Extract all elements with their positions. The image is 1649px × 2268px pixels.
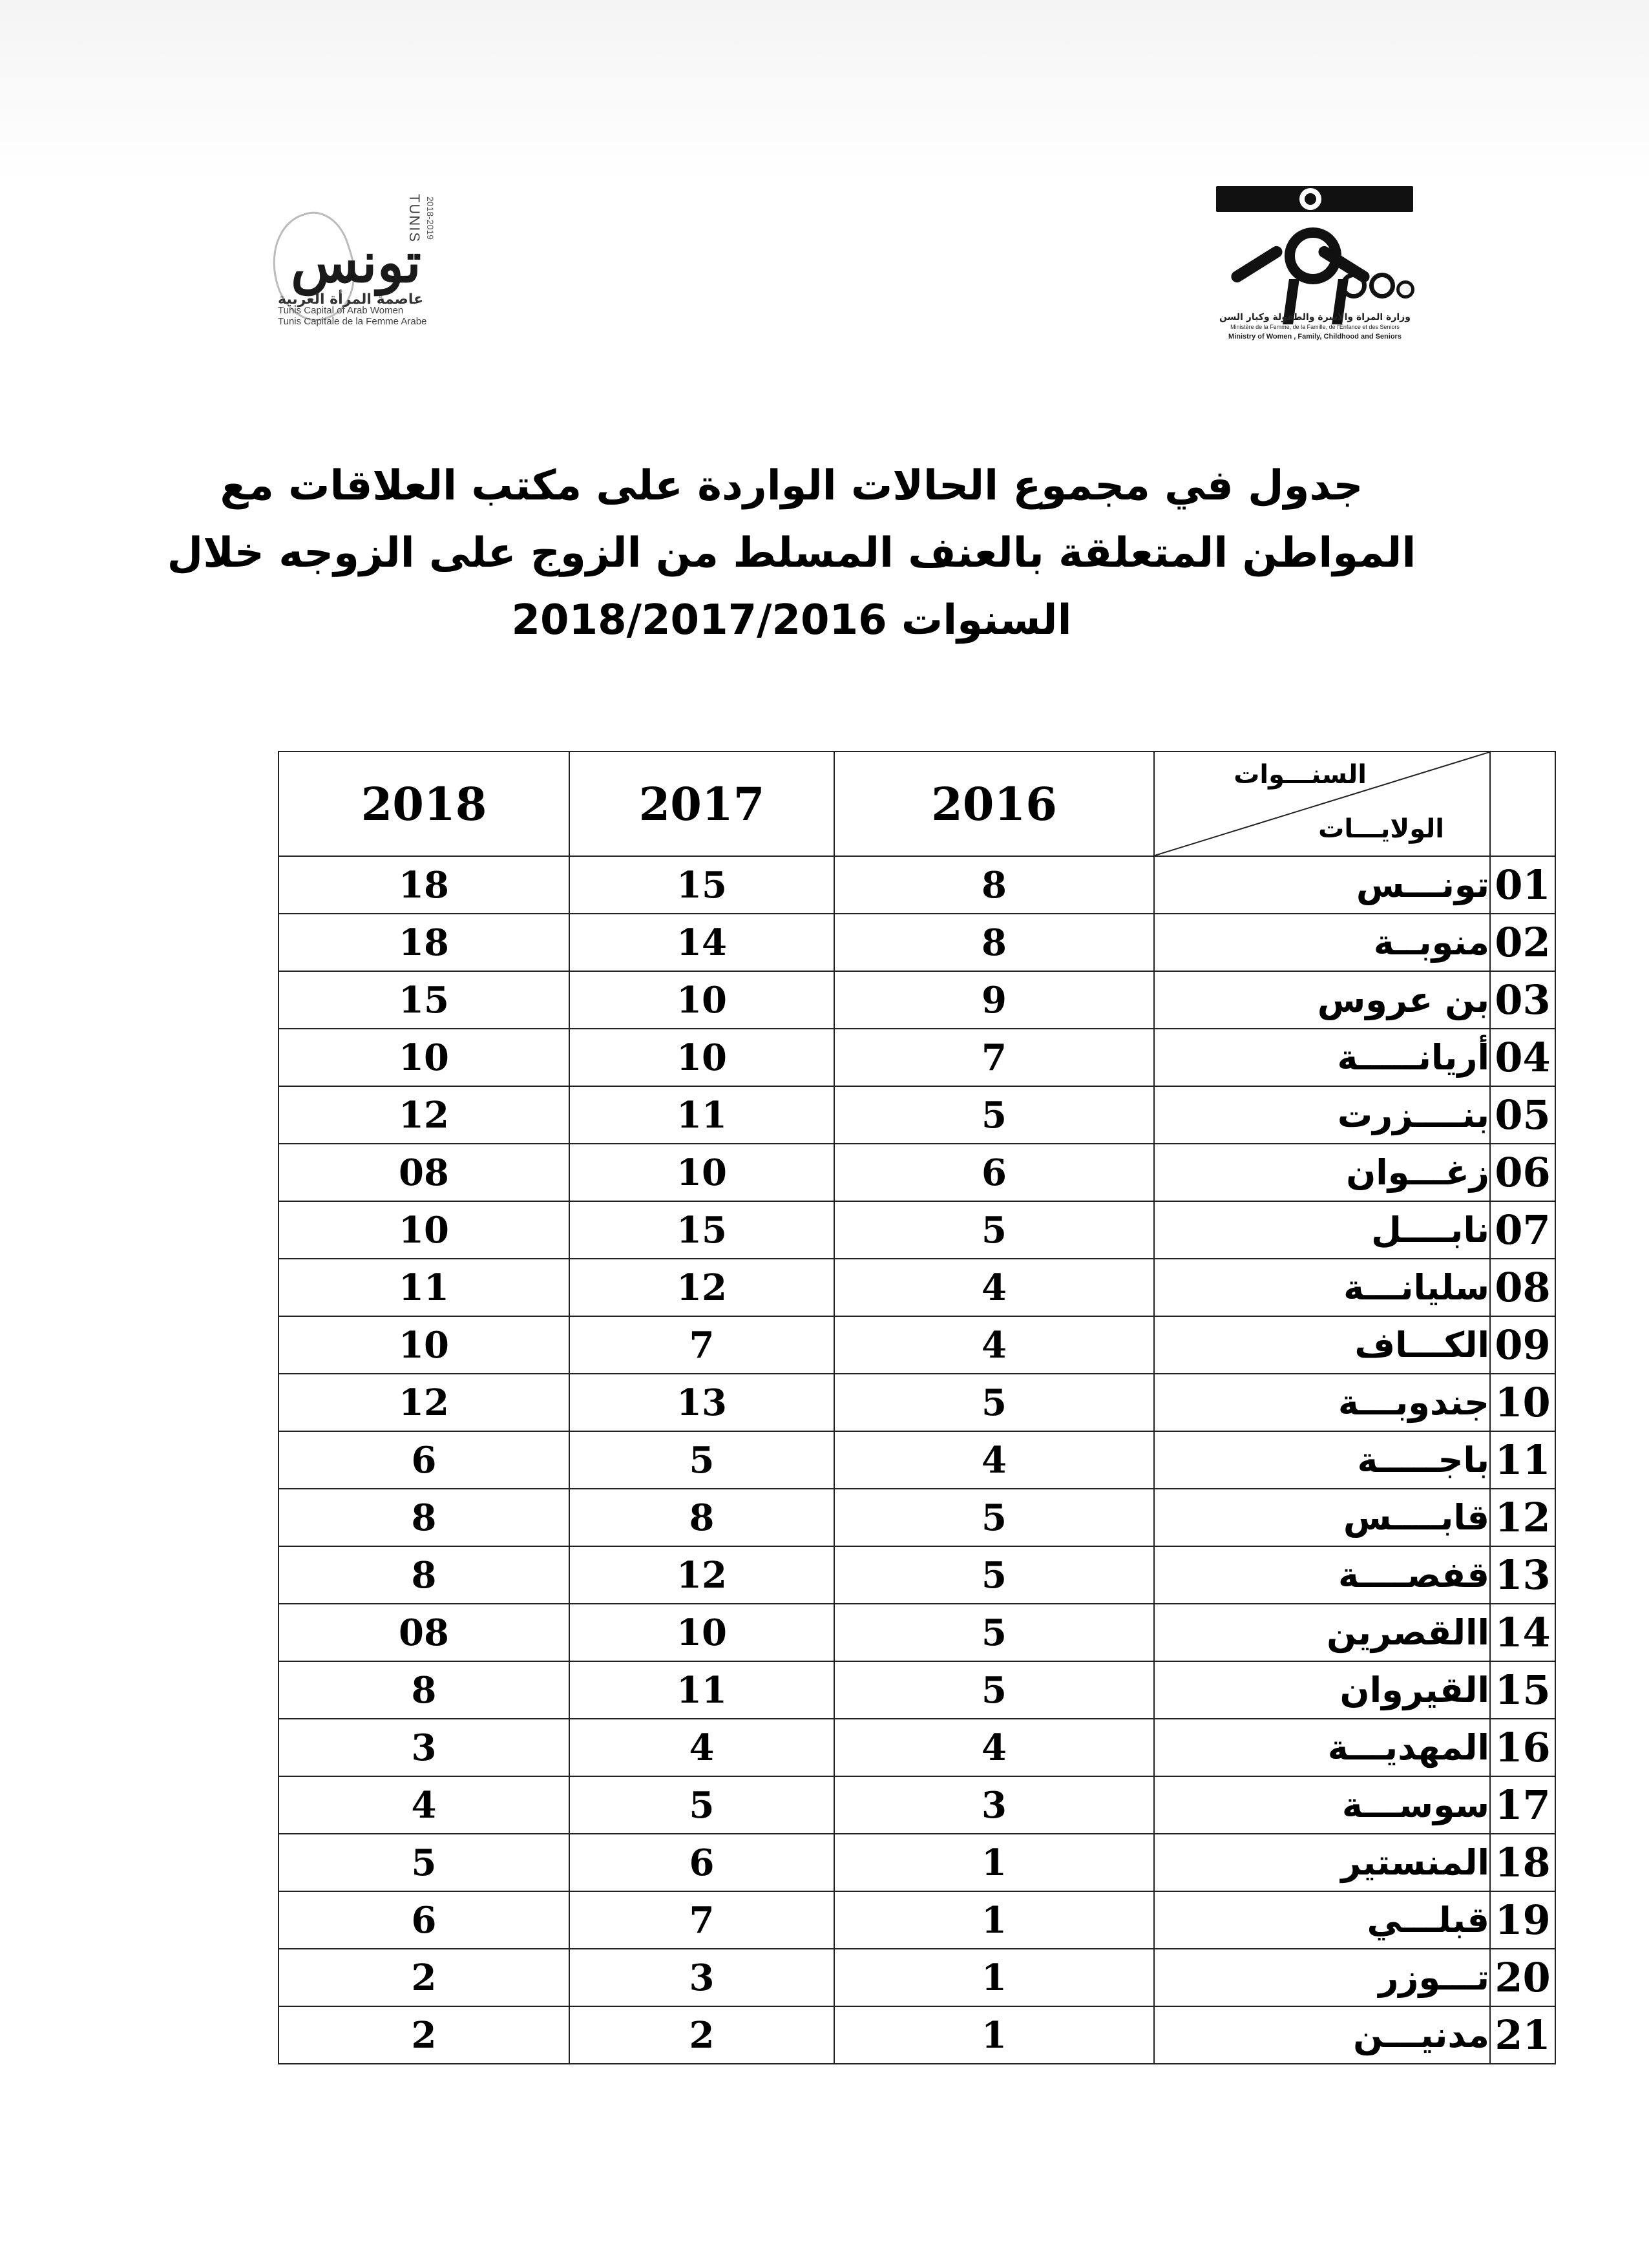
cell-governorate-name: سليانـــة xyxy=(1154,1259,1490,1316)
cell-2016: 4 xyxy=(834,1431,1154,1489)
cell-governorate-name: جندوبـــة xyxy=(1154,1374,1490,1431)
cell-2016: 8 xyxy=(834,856,1154,914)
cell-governorate-name: بن عروس xyxy=(1154,971,1490,1029)
table-row xyxy=(278,2006,1555,2064)
cell-2018: 3 xyxy=(278,1719,569,1776)
header-code-cell xyxy=(1490,751,1555,856)
cell-governorate-name: زغـــوان xyxy=(1154,1144,1490,1201)
cell-governorate-name: القيروان xyxy=(1154,1661,1490,1719)
table-row xyxy=(278,1374,1555,1431)
cell-2017: 5 xyxy=(569,1431,834,1489)
cell-governorate-name: منوبــة xyxy=(1154,914,1490,971)
cell-governorate-code: 10 xyxy=(1490,1374,1555,1431)
cell-2016: 1 xyxy=(834,2006,1154,2064)
cell-2017: 3 xyxy=(569,1949,834,2006)
cell-2016: 5 xyxy=(834,1086,1154,1144)
cell-governorate-code: 02 xyxy=(1490,914,1555,971)
figure-arm-left xyxy=(1229,244,1285,285)
cell-2017: 10 xyxy=(569,1144,834,1201)
tunis-wordmark-latin: TUNIS xyxy=(406,194,423,243)
cell-2016: 5 xyxy=(834,1661,1154,1719)
cell-2017: 6 xyxy=(569,1834,834,1891)
table-header-row xyxy=(278,751,1555,856)
cell-2016: 5 xyxy=(834,1201,1154,1259)
cell-2017: 11 xyxy=(569,1086,834,1144)
cell-governorate-code: 13 xyxy=(1490,1546,1555,1604)
cell-2018: 6 xyxy=(278,1891,569,1949)
cell-governorate-code: 06 xyxy=(1490,1144,1555,1201)
header-year-2017: 2017 xyxy=(569,751,834,856)
cell-governorate-name: المهديـــة xyxy=(1154,1719,1490,1776)
cell-2017: 15 xyxy=(569,856,834,914)
cell-governorate-code: 04 xyxy=(1490,1029,1555,1086)
cell-2016: 7 xyxy=(834,1029,1154,1086)
table-row xyxy=(278,1201,1555,1259)
cell-governorate-name: قابــــس xyxy=(1154,1489,1490,1546)
table-row xyxy=(278,914,1555,971)
cell-governorate-name: نابــــل xyxy=(1154,1201,1490,1259)
cell-2018: 10 xyxy=(278,1201,569,1259)
cell-governorate-name: أريانـــــة xyxy=(1154,1029,1490,1086)
table-row xyxy=(278,1489,1555,1546)
cell-2018: 2 xyxy=(278,1949,569,2006)
cell-2016: 3 xyxy=(834,1776,1154,1834)
cell-governorate-name: قبلـــي xyxy=(1154,1891,1490,1949)
cell-2018: 08 xyxy=(278,1604,569,1661)
children-figures-icon xyxy=(1341,266,1418,311)
table-row xyxy=(278,1949,1555,2006)
cell-governorate-code: 14 xyxy=(1490,1604,1555,1661)
table-row xyxy=(278,856,1555,914)
table-row xyxy=(278,1086,1555,1144)
table-row xyxy=(278,1891,1555,1949)
table-row xyxy=(278,1604,1555,1661)
table-row xyxy=(278,1834,1555,1891)
cell-2018: 18 xyxy=(278,914,569,971)
cell-governorate-name: االقصرين xyxy=(1154,1604,1490,1661)
cell-2017: 15 xyxy=(569,1201,834,1259)
cell-2018: 5 xyxy=(278,1834,569,1891)
table-body xyxy=(278,856,1555,2064)
cell-governorate-code: 09 xyxy=(1490,1316,1555,1374)
document-title: جدول في مجموع الحالات الواردة على مكتب العلاقات مع المواطن المتعلقة بالعنف المسلط من الزوج على الزوجه خلال السنوات 2018/2017/2016 xyxy=(167,462,1416,644)
cell-2017: 10 xyxy=(569,971,834,1029)
cell-2018: 8 xyxy=(278,1546,569,1604)
header-year-2018: 2018 xyxy=(278,751,569,856)
cell-governorate-code: 20 xyxy=(1490,1949,1555,2006)
cell-governorate-name: المنستير xyxy=(1154,1834,1490,1891)
cell-2018: 18 xyxy=(278,856,569,914)
cell-2018: 8 xyxy=(278,1489,569,1546)
flag-crescent-icon xyxy=(1299,188,1321,210)
cell-governorate-code: 01 xyxy=(1490,856,1555,914)
cell-governorate-code: 07 xyxy=(1490,1201,1555,1259)
cell-2016: 1 xyxy=(834,1834,1154,1891)
cell-governorate-code: 08 xyxy=(1490,1259,1555,1316)
cell-2017: 13 xyxy=(569,1374,834,1431)
cell-2016: 6 xyxy=(834,1144,1154,1201)
cell-2016: 4 xyxy=(834,1719,1154,1776)
cell-2016: 5 xyxy=(834,1374,1154,1431)
cell-2018: 15 xyxy=(278,971,569,1029)
cell-2018: 8 xyxy=(278,1661,569,1719)
cell-governorate-code: 12 xyxy=(1490,1489,1555,1546)
cell-2016: 4 xyxy=(834,1316,1154,1374)
cell-2017: 11 xyxy=(569,1661,834,1719)
cell-governorate-code: 19 xyxy=(1490,1891,1555,1949)
ministry-caption: وزارة المرأة والأسرة والطفولة وكبار السن Ministère de la Femme, de la Famille, de l'Enfance et des Seniors Ministry of Women , Family, Childhood and Seniors xyxy=(1219,313,1411,341)
header-diagonal-cell xyxy=(1154,751,1490,856)
cell-governorate-name: بنــــزرت xyxy=(1154,1086,1490,1144)
ministry-logo xyxy=(1208,182,1422,341)
cell-governorate-code: 17 xyxy=(1490,1776,1555,1834)
cell-governorate-name: باجـــــة xyxy=(1154,1431,1490,1489)
cell-governorate-name: الكـــاف xyxy=(1154,1316,1490,1374)
cases-table xyxy=(278,751,1555,2061)
cell-2018: 08 xyxy=(278,1144,569,1201)
cell-2017: 10 xyxy=(569,1604,834,1661)
tunis-capital-logo xyxy=(265,187,452,333)
cell-2016: 9 xyxy=(834,971,1154,1029)
tunis-caption: عاصمة المرأة العربية Tunis Capital of Arab Women Tunis Capitale de la Femme Arabe xyxy=(278,291,427,327)
cell-governorate-name: سوســـة xyxy=(1154,1776,1490,1834)
cell-2017: 12 xyxy=(569,1259,834,1316)
cell-2016: 1 xyxy=(834,1891,1154,1949)
cell-2018: 6 xyxy=(278,1431,569,1489)
cell-2017: 14 xyxy=(569,914,834,971)
cell-governorate-code: 05 xyxy=(1490,1086,1555,1144)
cell-governorate-code: 18 xyxy=(1490,1834,1555,1891)
table-row xyxy=(278,1144,1555,1201)
cell-2017: 2 xyxy=(569,2006,834,2064)
header-governorates-label: الولايـــات xyxy=(1318,814,1444,844)
table-row xyxy=(278,1431,1555,1489)
cell-2017: 5 xyxy=(569,1776,834,1834)
cell-2016: 5 xyxy=(834,1489,1154,1546)
table-row xyxy=(278,1661,1555,1719)
cell-2016: 4 xyxy=(834,1259,1154,1316)
cell-2016: 5 xyxy=(834,1546,1154,1604)
cell-2016: 5 xyxy=(834,1604,1154,1661)
header-year-2016: 2016 xyxy=(834,751,1154,856)
cell-governorate-name: قفصــــة xyxy=(1154,1546,1490,1604)
cell-governorate-code: 21 xyxy=(1490,2006,1555,2064)
cell-2017: 7 xyxy=(569,1316,834,1374)
table-row xyxy=(278,1546,1555,1604)
cell-2017: 7 xyxy=(569,1891,834,1949)
tunis-wordmark-arabic: تونس xyxy=(291,230,421,295)
cell-2018: 12 xyxy=(278,1374,569,1431)
cell-2016: 8 xyxy=(834,914,1154,971)
cell-governorate-name: تـــوزر xyxy=(1154,1949,1490,2006)
tunis-years: 2018-2019 xyxy=(425,196,436,240)
cell-governorate-code: 03 xyxy=(1490,971,1555,1029)
cell-2017: 12 xyxy=(569,1546,834,1604)
cell-2017: 8 xyxy=(569,1489,834,1546)
cell-governorate-code: 15 xyxy=(1490,1661,1555,1719)
cell-governorate-code: 11 xyxy=(1490,1431,1555,1489)
cell-2018: 11 xyxy=(278,1259,569,1316)
cell-governorate-code: 16 xyxy=(1490,1719,1555,1776)
cell-2018: 4 xyxy=(278,1776,569,1834)
cell-governorate-name: مدنيـــن xyxy=(1154,2006,1490,2064)
table-row xyxy=(278,1259,1555,1316)
cell-governorate-name: تونـــس xyxy=(1154,856,1490,914)
cell-2018: 12 xyxy=(278,1086,569,1144)
table-row xyxy=(278,1029,1555,1086)
cell-2018: 10 xyxy=(278,1029,569,1086)
table-row xyxy=(278,1316,1555,1374)
cell-2018: 10 xyxy=(278,1316,569,1374)
cell-2017: 4 xyxy=(569,1719,834,1776)
cell-2016: 1 xyxy=(834,1949,1154,2006)
table-row xyxy=(278,1719,1555,1776)
header-years-label: السنـــوات xyxy=(1234,760,1367,790)
table-row xyxy=(278,971,1555,1029)
table-row xyxy=(278,1776,1555,1834)
cell-2018: 2 xyxy=(278,2006,569,2064)
cell-2017: 10 xyxy=(569,1029,834,1086)
